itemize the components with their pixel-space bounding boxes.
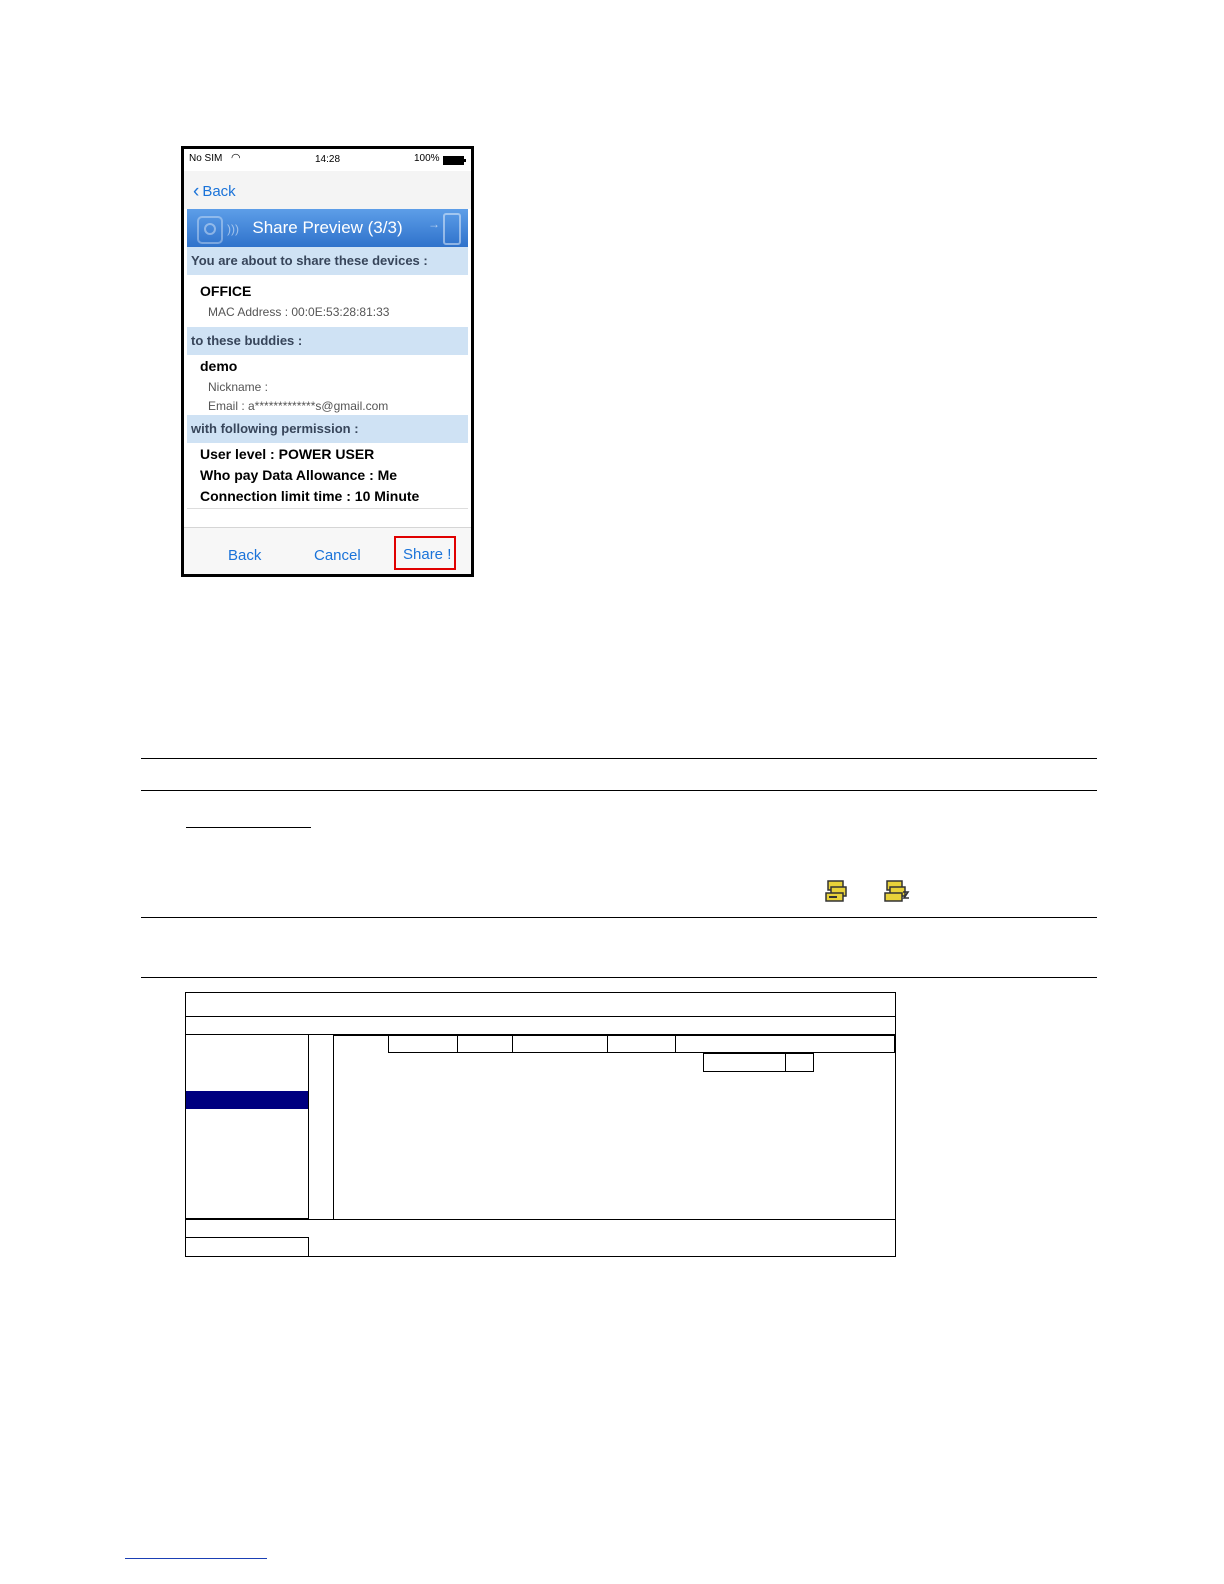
back-button[interactable]: Back (228, 547, 262, 564)
battery-percent: 100% (414, 153, 440, 164)
wifi-icon: ◠ (231, 152, 241, 164)
permission-user-level: User level : POWER USER (200, 446, 375, 462)
device-mac: MAC Address : 00:0E:53:28:81:33 (208, 305, 390, 319)
nav-back-label: Back (202, 183, 236, 200)
status-time: 14:28 (315, 154, 341, 165)
footer-link-underline (125, 1558, 267, 1559)
permission-connection-limit: Connection limit time : 10 Minute (200, 488, 420, 504)
wireframe-tab (512, 1035, 608, 1053)
section-header-devices (187, 247, 468, 275)
heading-underline (186, 827, 311, 828)
bottom-toolbar (184, 527, 471, 575)
status-bar (184, 149, 471, 171)
device-alert-icon (884, 879, 910, 903)
wireframe-menu-list (185, 1034, 309, 1219)
cancel-button[interactable]: Cancel (314, 547, 361, 564)
carrier-label: No SIM (189, 153, 223, 164)
battery-icon (443, 156, 464, 165)
phone-screenshot (181, 146, 474, 577)
section-devices-label: You are about to share these devices : (191, 253, 428, 268)
wireframe-tab (457, 1035, 513, 1053)
horizontal-rule (141, 977, 1097, 978)
share-highlight-box (394, 536, 456, 570)
nav-bar (184, 171, 471, 209)
chevron-left-icon: ‹ (193, 181, 200, 202)
wireframe-tab (388, 1035, 458, 1053)
divider (187, 508, 468, 509)
smartphone-icon (443, 213, 461, 245)
wireframe-header-bar (185, 1016, 896, 1035)
share-button[interactable]: Share ! (403, 546, 452, 563)
wireframe-tab (607, 1035, 676, 1053)
nav-back-button[interactable] (193, 180, 236, 202)
wireframe-field-button (785, 1053, 814, 1072)
arrow-right-icon: → (428, 217, 440, 231)
device-name: OFFICE (200, 283, 252, 299)
wireframe-footer-button (185, 1237, 309, 1257)
wireframe-tab (675, 1035, 895, 1053)
title-bar (187, 209, 468, 247)
page-title: Share Preview (3/3) (252, 218, 403, 237)
horizontal-rule (141, 917, 1097, 918)
buddy-name: demo (200, 358, 238, 374)
horizontal-rule (141, 790, 1097, 791)
wireframe-menu-selected (186, 1091, 308, 1109)
section-header-permission (187, 415, 468, 443)
section-buddies-label: to these buddies : (191, 333, 303, 348)
buddy-nickname: Nickname : (208, 380, 269, 394)
horizontal-rule (141, 758, 1097, 759)
buddy-email: Email : a*************s@gmail.com (208, 399, 389, 413)
permission-data-allowance: Who pay Data Allowance : Me (200, 467, 398, 483)
device-icon (825, 879, 851, 903)
section-permission-label: with following permission : (191, 421, 359, 436)
section-header-buddies (187, 327, 468, 355)
wireframe-field (703, 1053, 786, 1072)
signal-waves-icon: ))) (227, 222, 239, 236)
